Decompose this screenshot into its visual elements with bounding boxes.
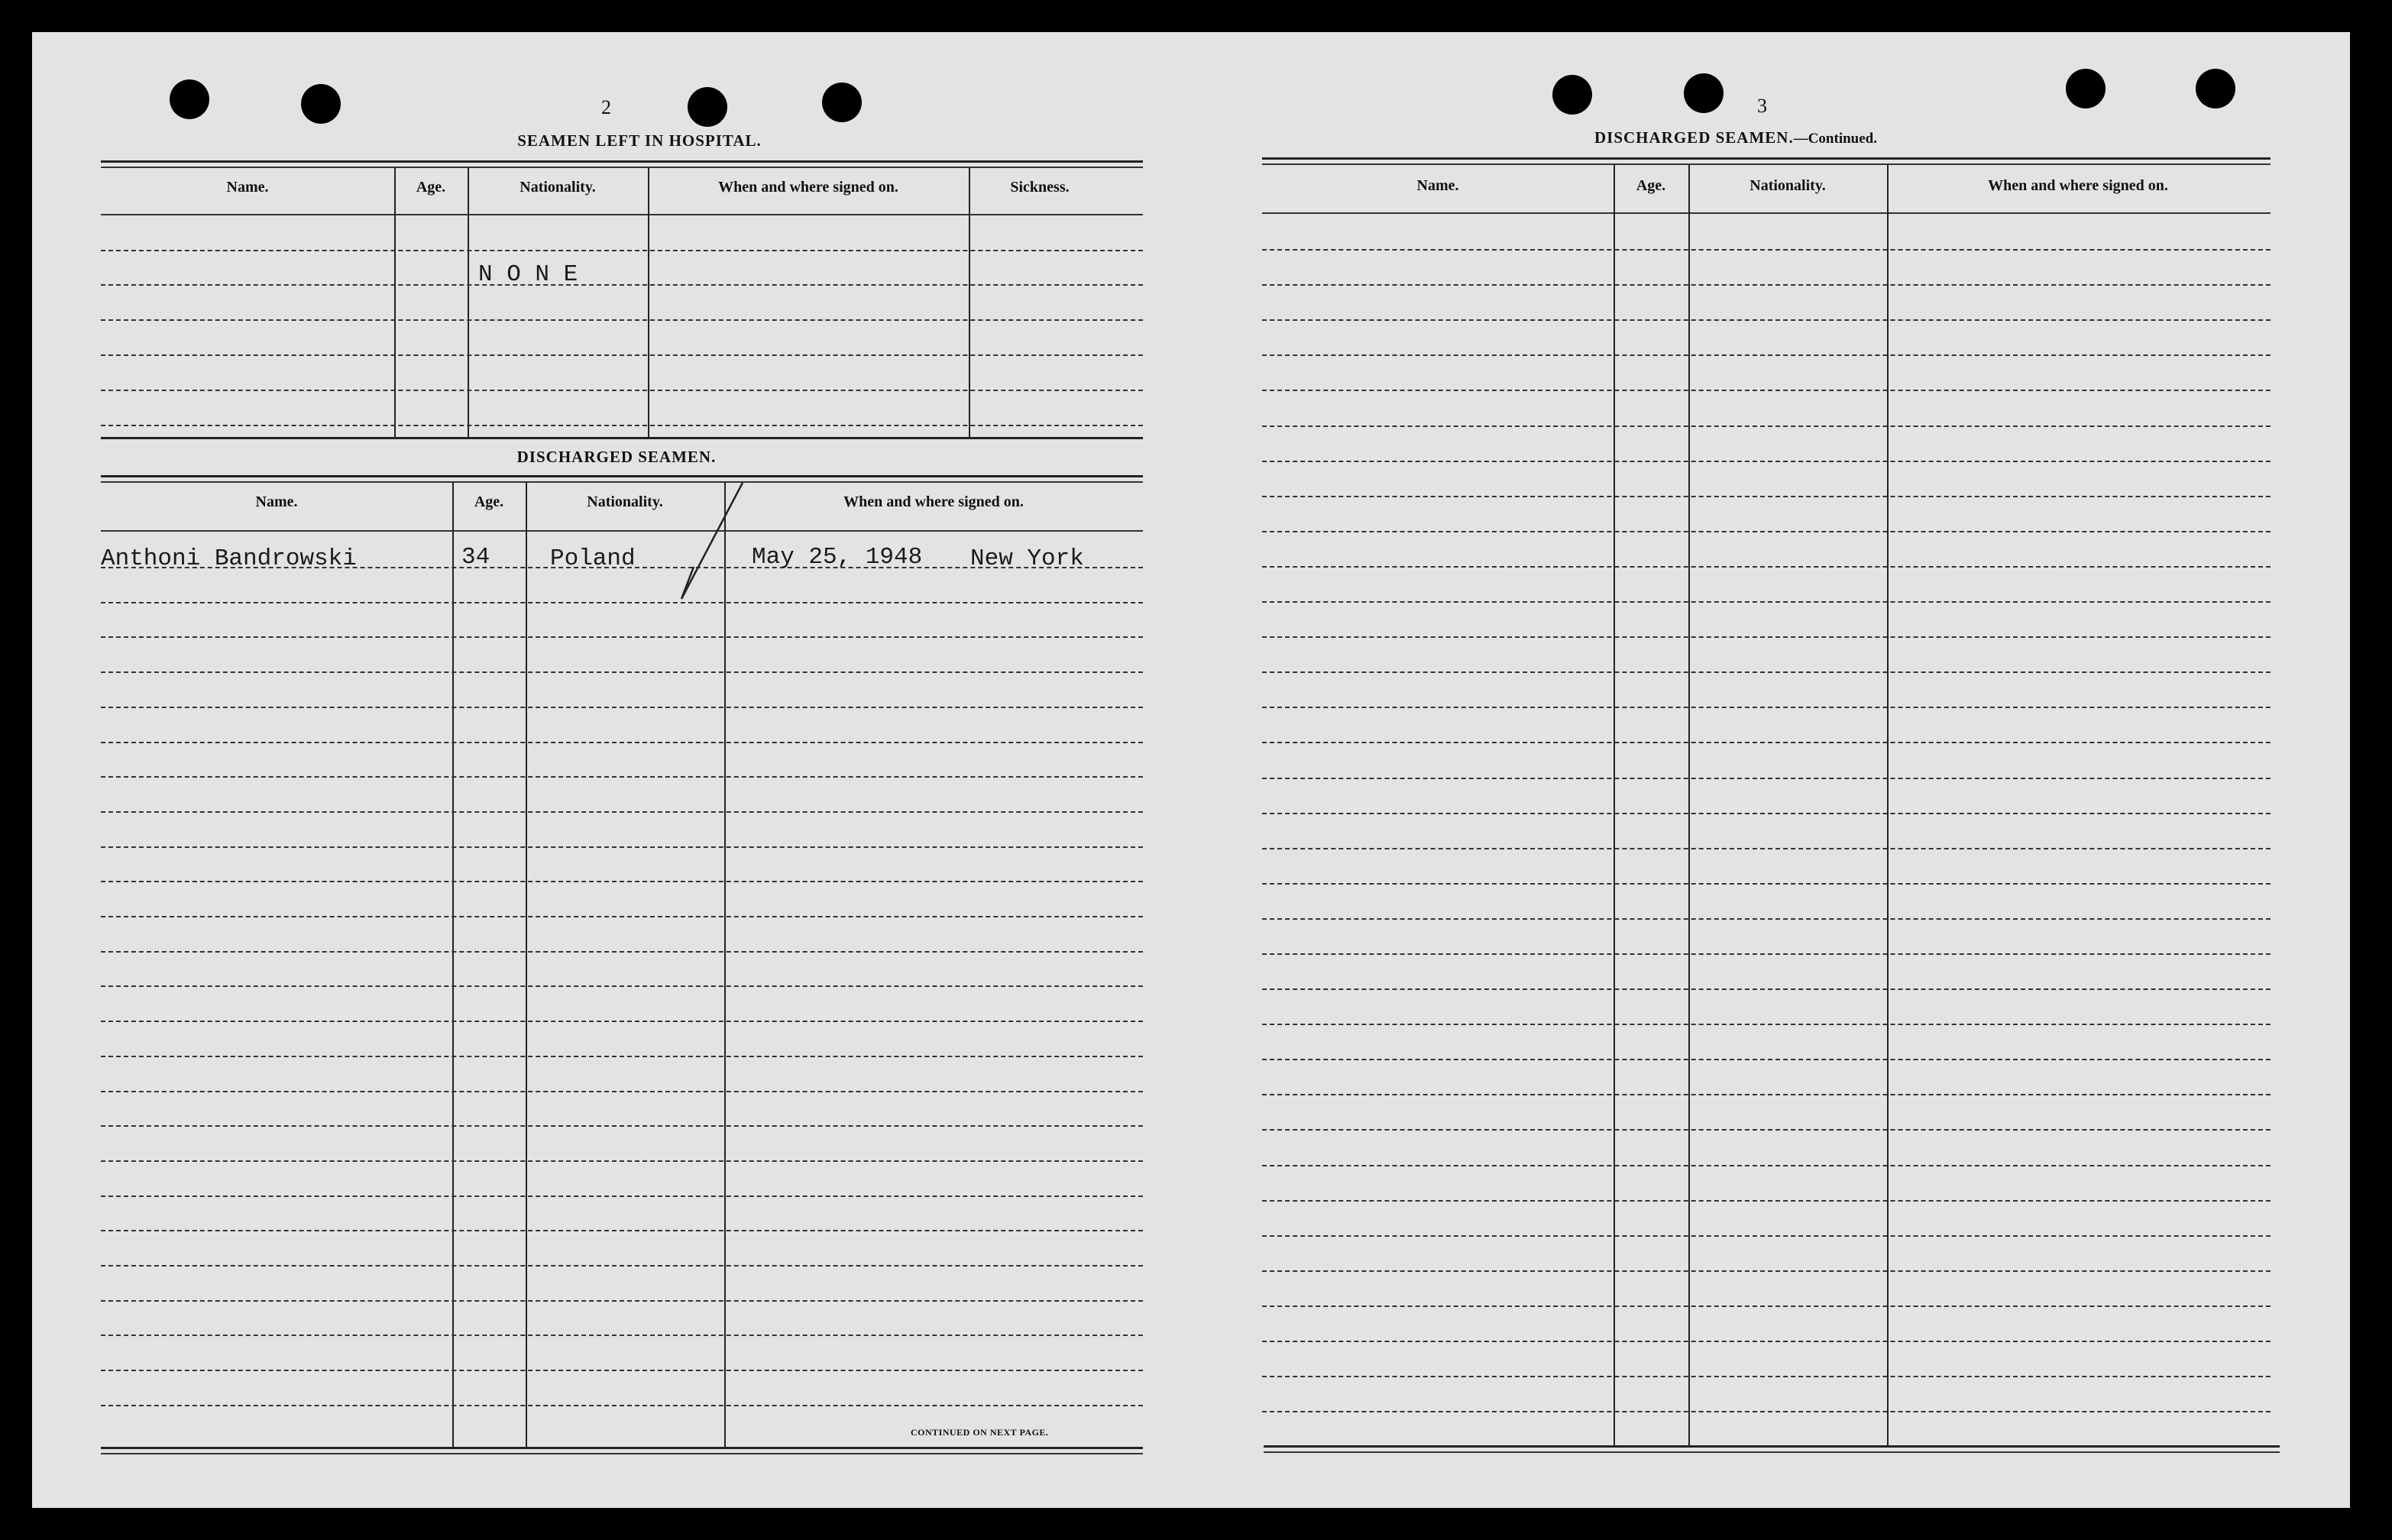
entry-line	[101, 1300, 1143, 1302]
entry-line	[1262, 425, 2271, 427]
column-divider	[394, 168, 396, 437]
seaman-name: Anthoni Bandrowski	[101, 545, 357, 572]
entry-line	[1262, 1165, 2271, 1166]
entry-line	[1262, 1024, 2271, 1025]
entry-line	[1262, 813, 2271, 814]
entry-line	[101, 985, 1143, 987]
entry-line	[101, 319, 1143, 321]
entry-line	[101, 846, 1143, 848]
punch-hole	[688, 87, 727, 127]
column-header-sickness: Sickness.	[1010, 179, 1070, 196]
entry-line	[1262, 601, 2271, 603]
entry-line	[1262, 953, 2271, 955]
entry-line	[1262, 496, 2271, 497]
entry-line	[101, 1091, 1143, 1092]
entry-line	[101, 776, 1143, 778]
entry-line	[101, 425, 1143, 426]
discharged-section-title: DISCHARGED SEAMEN.	[516, 448, 717, 466]
entry-line	[101, 1265, 1143, 1267]
divider	[101, 1453, 1143, 1454]
punch-hole	[2066, 69, 2106, 108]
seaman-age: 34	[461, 544, 490, 571]
entry-line	[1262, 1094, 2271, 1095]
punch-hole	[170, 79, 209, 119]
entry-line	[101, 1405, 1143, 1406]
entry-line	[1262, 531, 2271, 532]
entry-line	[1262, 1376, 2271, 1377]
entry-line	[1262, 778, 2271, 779]
seaman-nationality: Poland	[550, 545, 636, 572]
hospital-section-title: SEAMEN LEFT IN HOSPITAL.	[517, 131, 762, 150]
entry-line	[101, 284, 1143, 286]
divider	[101, 160, 1143, 163]
check-mark-icon	[659, 475, 750, 605]
column-divider	[648, 168, 649, 437]
column-header-name: Name.	[255, 493, 298, 510]
entry-line	[101, 250, 1143, 251]
entry-line	[1262, 1270, 2271, 1272]
divider	[1264, 1445, 2280, 1448]
entry-line	[1262, 1235, 2271, 1237]
header-rule	[101, 214, 1143, 215]
divider	[101, 1447, 1143, 1449]
page-number: 3	[1757, 95, 1767, 117]
column-header-name: Name.	[1416, 177, 1459, 194]
entry-line	[101, 1370, 1143, 1371]
column-divider	[526, 483, 527, 1447]
continued-note: CONTINUED ON NEXT PAGE.	[911, 1427, 1049, 1438]
entry-line	[1262, 1200, 2271, 1202]
entry-line	[101, 916, 1143, 917]
entry-line	[101, 951, 1143, 953]
entry-line	[1262, 284, 2271, 286]
entry-line	[1262, 1341, 2271, 1342]
column-header-nationality: Nationality.	[587, 493, 663, 510]
entry-line	[101, 1056, 1143, 1057]
entry-line	[1262, 848, 2271, 849]
entry-line	[101, 390, 1143, 391]
entry-line	[1262, 918, 2271, 920]
entry-line	[101, 671, 1143, 673]
punch-hole	[1552, 75, 1592, 115]
entry-line	[101, 1195, 1143, 1197]
column-header-signed-on: When and where signed on.	[843, 493, 1024, 510]
divider	[101, 481, 1143, 483]
column-divider	[724, 483, 726, 1447]
hospital-entry-none: N O N E	[478, 261, 578, 288]
punch-hole	[2196, 69, 2235, 108]
column-header-nationality: Nationality.	[1749, 177, 1826, 194]
entry-line	[1262, 707, 2271, 708]
column-header-signed-on: When and where signed on.	[718, 179, 898, 196]
signed-on-date: May 25, 1948	[752, 544, 923, 571]
entry-line	[101, 811, 1143, 813]
column-header-name: Name.	[226, 179, 269, 196]
column-divider	[1688, 165, 1690, 1445]
entry-line	[101, 742, 1143, 743]
entry-line	[101, 707, 1143, 708]
header-rule	[101, 530, 1143, 532]
column-divider	[452, 483, 454, 1447]
divider	[1264, 1451, 2280, 1453]
entry-line	[101, 881, 1143, 882]
punch-hole	[1684, 73, 1724, 113]
entry-line	[1262, 742, 2271, 743]
column-header-nationality: Nationality.	[520, 179, 596, 196]
entry-line	[1262, 636, 2271, 638]
entry-line	[1262, 1305, 2271, 1307]
divider	[101, 475, 1143, 477]
entry-line	[1262, 319, 2271, 321]
page-number: 2	[601, 96, 611, 118]
punch-hole	[822, 82, 862, 122]
entry-line	[1262, 1129, 2271, 1131]
entry-line	[1262, 566, 2271, 568]
divider	[1262, 157, 2271, 160]
entry-line	[101, 354, 1143, 356]
right-title-suffix: —Continued.	[1793, 131, 1877, 147]
entry-line	[101, 636, 1143, 638]
divider	[101, 167, 1143, 168]
entry-line	[101, 1230, 1143, 1231]
entry-line	[1262, 883, 2271, 885]
entry-line	[101, 1125, 1143, 1127]
entry-line	[1262, 988, 2271, 990]
entry-line	[1262, 1059, 2271, 1060]
entry-line	[1262, 461, 2271, 462]
entry-line	[101, 602, 1143, 603]
entry-line	[101, 1160, 1143, 1162]
divider	[101, 437, 1143, 439]
column-divider	[468, 168, 469, 437]
entry-line	[1262, 1411, 2271, 1412]
entry-line	[1262, 671, 2271, 673]
header-rule	[1262, 212, 2271, 214]
column-header-age: Age.	[474, 493, 504, 510]
column-divider	[1887, 165, 1889, 1445]
document-sheet	[32, 32, 2350, 1508]
column-header-age: Age.	[416, 179, 446, 196]
right-title-main: DISCHARGED SEAMEN.	[1594, 128, 1794, 147]
column-header-signed-on: When and where signed on.	[1988, 177, 2168, 194]
entry-line	[101, 1335, 1143, 1336]
column-divider	[969, 168, 970, 437]
entry-line	[101, 1021, 1143, 1022]
entry-line	[1262, 249, 2271, 251]
column-header-age: Age.	[1636, 177, 1666, 194]
entry-line	[1262, 390, 2271, 391]
column-divider	[1614, 165, 1615, 1445]
punch-hole	[301, 84, 341, 124]
entry-line	[1262, 354, 2271, 356]
divider	[1262, 163, 2271, 165]
signed-on-place: New York	[970, 545, 1084, 572]
right-section-title	[1545, 128, 1927, 147]
